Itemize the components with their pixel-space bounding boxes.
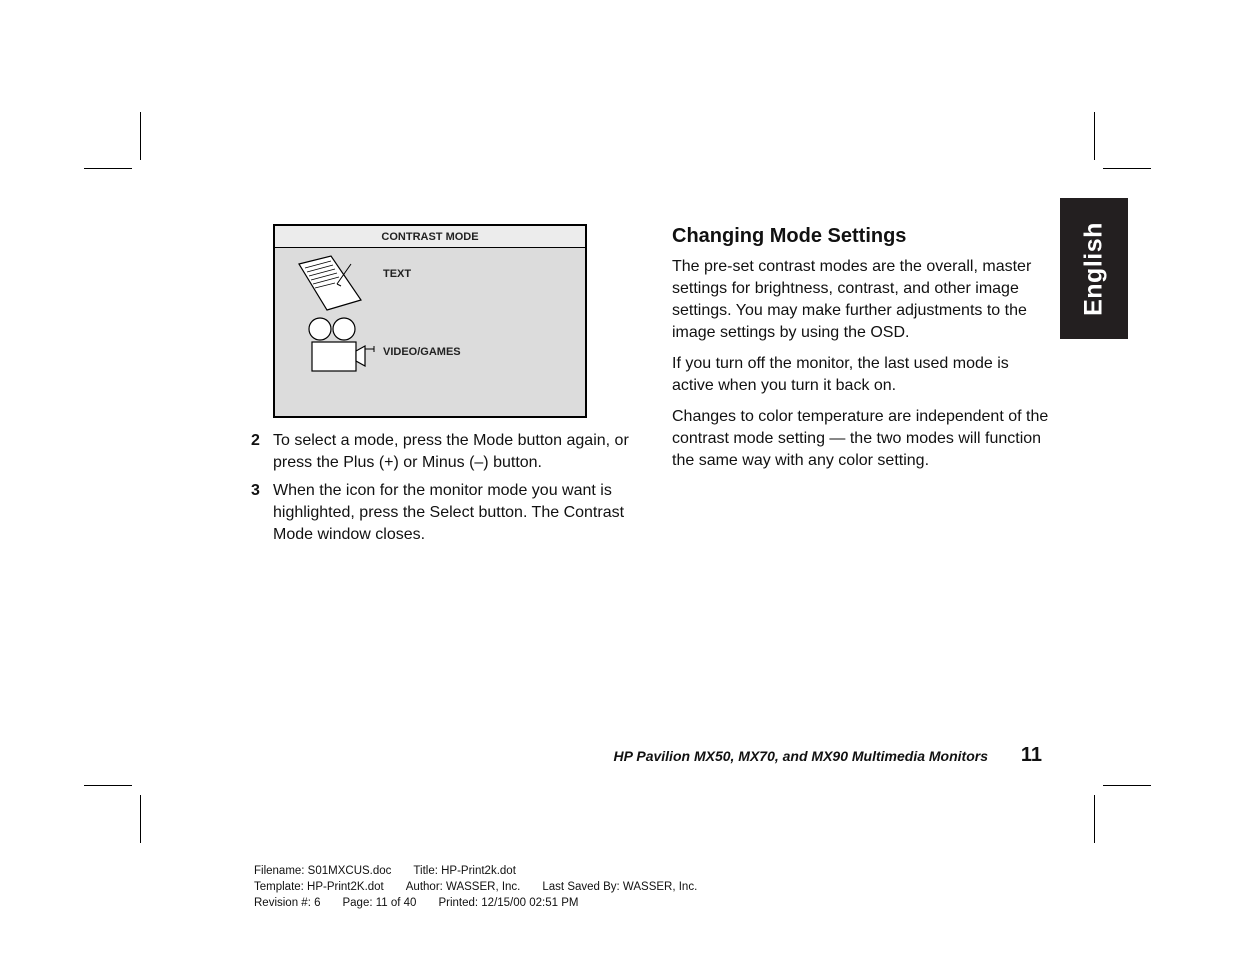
filename-text: Filename: S01MXCUS.doc (254, 865, 392, 877)
revision-text: Revision #: 6 (254, 897, 321, 909)
instruction-steps (251, 430, 641, 552)
list-item (251, 480, 641, 546)
crop-mark (84, 785, 132, 786)
crop-mark (84, 168, 132, 169)
step-number: 2 (251, 432, 260, 449)
option-text-label: TEXT (383, 268, 412, 280)
printed-text: Printed: 12/15/00 02:51 PM (438, 897, 579, 909)
crop-mark (1103, 168, 1151, 169)
list-item (251, 430, 641, 474)
footer-title: HP Pavilion MX50, MX70, and MX90 Multimedia Monitors (613, 748, 988, 764)
crop-mark (1094, 795, 1095, 843)
body-paragraph: If you turn off the monitor, the last used mode is active when you turn it back on. (672, 355, 1009, 394)
language-tab-label: English (1079, 221, 1108, 316)
crop-mark (140, 112, 141, 160)
crop-mark (1103, 785, 1151, 786)
file-info (254, 863, 719, 911)
movie-camera-icon (305, 316, 377, 374)
last-saved-text: Last Saved By: WASSER, Inc. (542, 881, 698, 893)
document-icon (295, 254, 365, 314)
page-number: 11 (1020, 744, 1042, 766)
body-paragraph: The pre-set contrast modes are the overall, master settings for brightness, contrast, and other image settings. You may make further adjustments to the image settings by using the OSD. (672, 258, 1032, 341)
crop-mark (1094, 112, 1095, 160)
template-text: Template: HP-Print2K.dot (254, 881, 384, 893)
osd-title: CONTRAST MODE (275, 226, 585, 248)
body-paragraph: Changes to color temperature are independent of the contrast mode setting — the two modes will function the same way with any color setting. (672, 408, 1049, 469)
author-text: Author: WASSER, Inc. (405, 881, 521, 893)
crop-mark (140, 795, 141, 843)
section-heading: Changing Mode Settings (672, 225, 907, 247)
language-tab (1060, 198, 1128, 339)
page-count-text: Page: 11 of 40 (342, 897, 417, 909)
mode-settings-section (672, 222, 1052, 481)
contrast-mode-window (273, 224, 587, 418)
option-video-games-label: VIDEO/GAMES (383, 346, 461, 358)
step-text: When the icon for the monitor mode you want is highlighted, press the Select button. The Contrast Mode window closes. (273, 482, 625, 543)
step-text: To select a mode, press the Mode button again, or press the Plus (+) or Minus (–) button. (273, 432, 629, 471)
step-number: 3 (251, 482, 260, 499)
title-text: Title: HP-Print2k.dot (413, 865, 516, 877)
